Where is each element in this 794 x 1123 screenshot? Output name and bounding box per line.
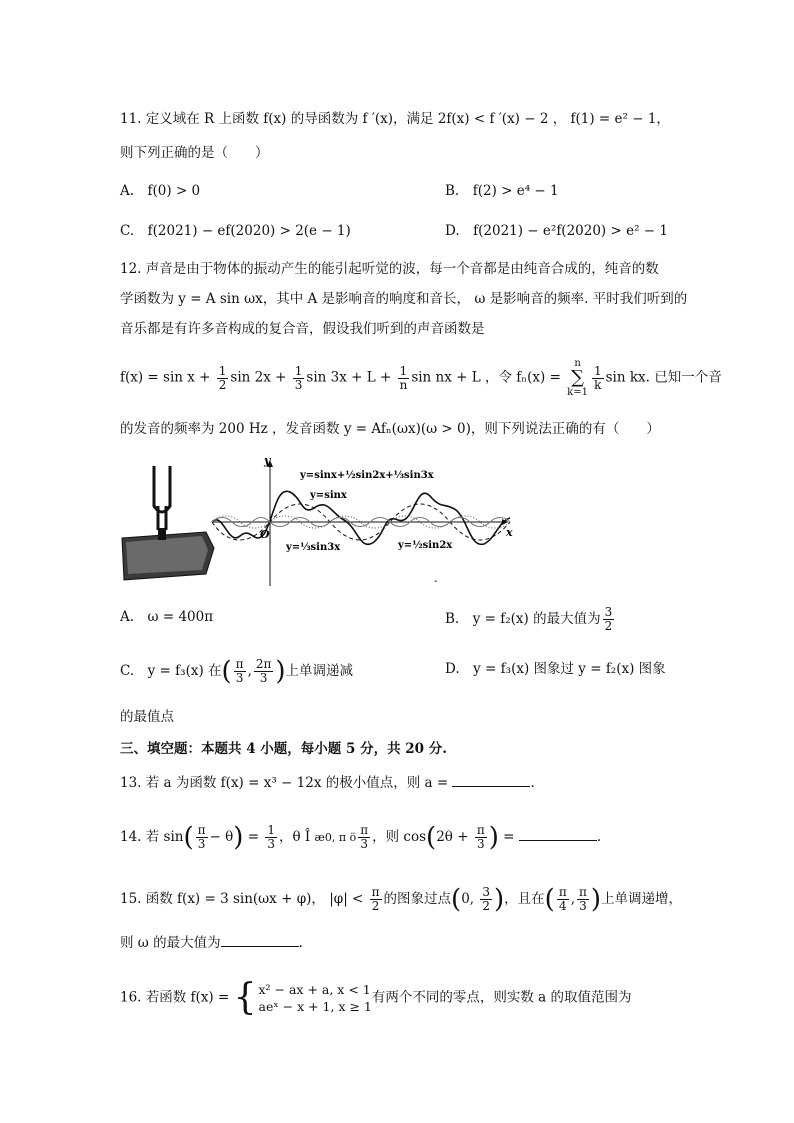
q12-stem-line3: 音乐都是有许多音构成的复合音，假设我们听到的声音函数是 xyxy=(120,321,485,337)
fraction xyxy=(577,886,589,913)
composite-wave-curve xyxy=(212,491,510,544)
fraction-2pi-third xyxy=(254,658,274,685)
q16-post: 有两个不同的零点，则实数 a 的取值范围为 xyxy=(371,989,632,1006)
denominator: 3 xyxy=(267,837,275,851)
answer-blank xyxy=(519,826,597,841)
stray-tick-mark: - xyxy=(434,576,438,587)
numerator: 1 xyxy=(399,363,408,378)
numerator: π xyxy=(579,885,587,899)
q15-line2 xyxy=(120,932,303,954)
q12-option-c: C. y = f₃(x) 在( $\frac{\pi}{3}$ , $\frac{2\pi}{3}$ )上单调递减 xyxy=(120,656,354,687)
fraction xyxy=(265,824,277,851)
denominator: k xyxy=(594,377,602,392)
numerator: 1 xyxy=(267,823,275,837)
origin-label: O xyxy=(260,528,270,541)
numerator: 2π xyxy=(255,657,272,671)
q12-option-d: D. y = f₃(x) 图象过 y = f₂(x) 图象 xyxy=(445,661,666,677)
sum-symbol: ∑ xyxy=(571,367,584,388)
sum-upper: n xyxy=(574,358,581,369)
fraction xyxy=(480,886,492,913)
answer-blank xyxy=(221,932,299,947)
q15-line2-text: 则 ω 的最大值为 xyxy=(120,935,221,951)
label-sinx: y=sinx xyxy=(310,490,347,501)
formula-part: sin 2x + xyxy=(230,369,291,386)
denominator: 4 xyxy=(558,899,567,913)
q16 xyxy=(120,977,632,1018)
q11-option-b: B. f(2) > e⁴ − 1 xyxy=(445,183,559,199)
fraction xyxy=(358,824,370,851)
numerator: π xyxy=(235,657,244,671)
equals: = xyxy=(243,829,264,845)
sum-lower: k=1 xyxy=(567,387,588,398)
denominator: 3 xyxy=(579,899,587,913)
q14-pre: 14. 若 sin xyxy=(120,829,184,845)
formula-part: sin 3x + L + xyxy=(306,369,396,386)
piecewise-function xyxy=(233,977,372,1018)
denominator: 2 xyxy=(218,377,227,392)
q11-option-c: C. f(2021) − ef(2020) > 2(e − 1) xyxy=(120,223,351,239)
option-c-suffix: 上单调递减 xyxy=(285,663,354,679)
fraction-three-halves xyxy=(603,606,615,633)
equals: = xyxy=(498,829,519,845)
q14-garbled-interval: æ0, π ö xyxy=(314,831,357,844)
case-2: aeˣ − x + 1, x ≥ 1 xyxy=(258,999,372,1014)
denominator: 3 xyxy=(259,671,268,685)
axis-x-label: x xyxy=(506,526,513,539)
cases xyxy=(259,981,372,1015)
q14-mid: − θ xyxy=(209,829,234,845)
denominator: 3 xyxy=(294,377,303,392)
q12-stem-line1: 12. 声音是由于物体的振动产生的能引起听觉的波，每一个音都是由纯音合成的，纯音的数 xyxy=(120,261,659,277)
numerator: π xyxy=(371,885,380,899)
q11-stem-line2: 则下列正确的是（ ） xyxy=(120,145,269,161)
denominator: n xyxy=(399,377,408,392)
label-third-sin3x: y=⅓sin3x xyxy=(286,542,341,553)
denominator: 3 xyxy=(235,671,244,685)
q11-option-d: D. f(2021) − e²f(2020) > e² − 1 xyxy=(445,223,668,239)
denominator: 3 xyxy=(360,837,368,851)
numerator: π xyxy=(197,823,206,837)
q15-pre: 15. 函数 f(x) = 3 sin(ωx + φ)， |φ| < xyxy=(120,891,368,907)
denominator: 2 xyxy=(604,619,613,633)
q16-pre: 16. 若函数 f(x) = xyxy=(120,989,234,1006)
numerator: 1 xyxy=(593,363,602,378)
q14-end: . xyxy=(596,829,602,845)
denominator: 2 xyxy=(482,899,491,913)
case-1: x² − ax + a, x < 1 xyxy=(258,982,371,997)
formula-part: f(x) = sin x + xyxy=(120,369,215,386)
q15-post: 上单调递增， xyxy=(601,891,683,907)
q12-stem-line4: 的发音的频率为 200 Hz ，发音函数 y = Afₙ(ωx)(ω > 0)，则下列说法正确的有（ ） xyxy=(120,421,660,437)
left-brace: { xyxy=(233,977,257,1018)
fraction-n xyxy=(398,365,410,392)
numerator: π xyxy=(558,885,567,899)
numerator: π xyxy=(360,823,369,837)
q14: 14. 若 sin( $\frac{\pi}{3}$ − θ) = $\frac{1}{3}$ ，θ Î æ0, π ö $\frac{\pi}{3}$ ，则 cos(2θ + $\frac{\pi}{3}$ ) = . xyxy=(120,822,602,853)
q12-formula-line xyxy=(120,358,722,398)
q14-mid: ，θ Î xyxy=(278,829,315,845)
answer-blank xyxy=(452,772,530,787)
section-3-heading: 三、填空题：本题共 4 小题，每小题 5 分，共 20 分. xyxy=(120,741,447,757)
option-b-text: B. y = f₂(x) 的最大值为 xyxy=(445,611,601,627)
q15-end: . xyxy=(298,935,303,951)
numerator: 1 xyxy=(294,363,303,378)
comma: , xyxy=(570,891,576,907)
q12-stem-line2: 学函数为 y = A sin ωx，其中 A 是影响音的响度和音长， ω 是影响音的频率. 平时我们听到的 xyxy=(120,291,688,307)
q11-stem-line1: 11. 定义域在 R 上函数 f(x) 的导函数为 f ′(x)，满足 2f(x) < f ′(x) − 2 ， f(1) = e² − 1， xyxy=(120,111,670,127)
numerator: 3 xyxy=(482,885,491,899)
label-composite: y=sinx+½sin2x+⅓sin3x xyxy=(300,470,434,481)
formula-part: sin nx + L ，令 fₙ(x) = xyxy=(411,369,566,386)
sound-wave-figure xyxy=(118,456,518,592)
option-c-text: C. y = f₃(x) 在 xyxy=(120,663,222,679)
numerator: 1 xyxy=(218,363,227,378)
denominator: 3 xyxy=(197,837,206,851)
axis-y-label: y xyxy=(264,456,271,467)
q13 xyxy=(120,772,535,794)
fraction-pi-third xyxy=(234,658,246,685)
fraction-third xyxy=(293,365,305,392)
q12-option-d-cont: 的最值点 xyxy=(120,709,174,725)
tuning-fork-illustration xyxy=(122,466,214,580)
q12-option-b xyxy=(445,606,616,633)
numerator: 3 xyxy=(604,605,613,619)
q13-text: 13. 若 a 为函数 f(x) = x³ − 12x 的极小值点，则 a = xyxy=(120,775,453,791)
q14-inner: 2θ + xyxy=(436,829,473,845)
denominator: 2 xyxy=(371,899,380,913)
q15-point: 0, xyxy=(461,891,479,907)
fraction-half xyxy=(217,365,229,392)
formula-part: sin kx. 已知一个音 xyxy=(605,369,722,386)
fraction xyxy=(370,886,382,913)
q14-mid: ，则 cos xyxy=(372,829,427,845)
fraction-k xyxy=(592,365,604,392)
fraction xyxy=(475,824,487,851)
q13-end: . xyxy=(530,775,535,791)
fraction xyxy=(196,824,208,851)
denominator: 3 xyxy=(476,837,485,851)
q11-option-a: A. f(0) > 0 xyxy=(120,183,201,199)
numerator: π xyxy=(476,823,485,837)
q15-mid: 的图象过点 xyxy=(383,891,452,907)
label-half-sin2x: y=½sin2x xyxy=(398,540,453,551)
summation xyxy=(567,358,588,398)
q15-mid: ，且在 xyxy=(504,891,545,907)
q15-line1: 15. 函数 f(x) = 3 sin(ωx + φ)， |φ| < $\frac{\pi}{2}$ 的图象过点(0, $\frac{3}{2}$ )，且在( $\frac{\pi}{4}$ , $\frac{\pi}{3}$ )上单调递增， xyxy=(120,884,683,915)
q12-option-a: A. ω = 400π xyxy=(120,609,214,625)
fraction xyxy=(557,886,569,913)
